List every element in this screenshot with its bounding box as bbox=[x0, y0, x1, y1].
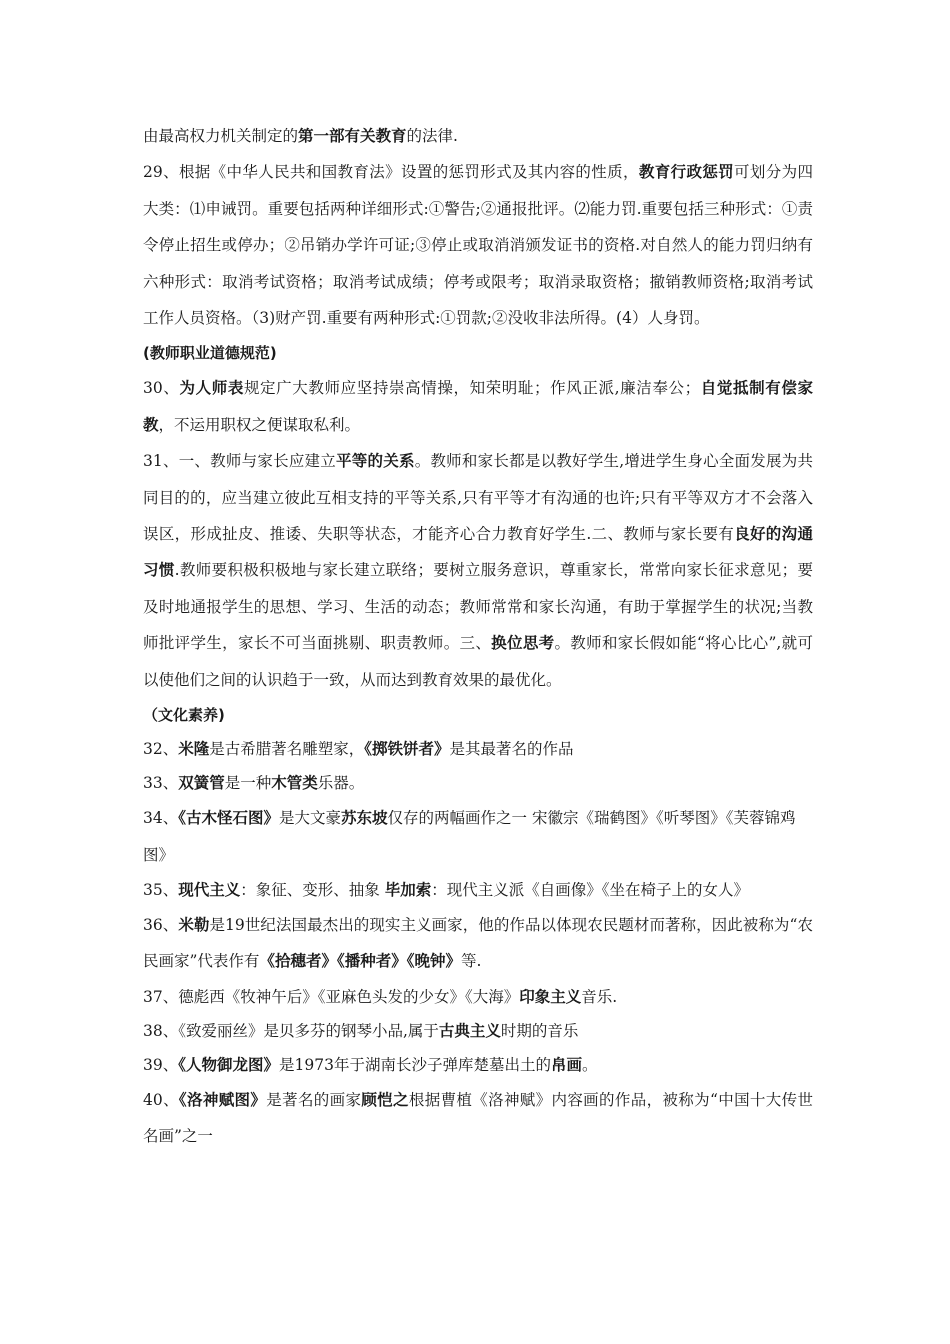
paragraph-intro bbox=[143, 118, 813, 154]
bold-term: 良好的沟通习惯 bbox=[143, 525, 813, 580]
text-run: 规定广大教师应坚持崇高情操，知荣明耻；作风正派,廉洁奉公； bbox=[243, 379, 701, 398]
text-run: 是著名的画家 bbox=[266, 1090, 362, 1109]
bold-term: 帛画 bbox=[550, 1055, 582, 1074]
paragraph-37 bbox=[143, 980, 813, 1014]
text-run: ：象征、变形、抽象 bbox=[240, 880, 385, 899]
text-run: 由最高权力机关制定的 bbox=[143, 127, 299, 145]
text-run: 乐器。 bbox=[317, 774, 365, 793]
bold-term: 《古木怪石图》 bbox=[178, 809, 279, 828]
bold-term: 《人物御龙图》 bbox=[178, 1055, 279, 1074]
bold-term: (教师职业道德规范) bbox=[143, 344, 277, 363]
text-run: 30、 bbox=[143, 379, 180, 398]
bold-term: 教育行政惩罚 bbox=[638, 163, 735, 182]
text-run: ：现代主义派《自画像》《坐在椅子上的女人》 bbox=[431, 880, 749, 899]
paragraph-29 bbox=[143, 154, 813, 336]
bold-term: 《拾穗者》《播种者》《晚钟》 bbox=[259, 952, 461, 971]
text-run: 时期的音乐 bbox=[500, 1021, 579, 1040]
text-run: 是19世纪法国最杰出的现实主义画家，他的作品以体现农民题材而著称，因此被称为“农民画家”代表作有 bbox=[143, 915, 813, 971]
paragraph-32 bbox=[143, 732, 813, 766]
text-run: 仅存的两幅画作之一 宋徽宗《瑞鹤图》《听琴图》《芙蓉锦鸡图》 bbox=[143, 809, 796, 864]
paragraph-38 bbox=[143, 1014, 813, 1048]
text-run: 。教师和家长假如能“将心比心”,就可以使他们之间的认识趋于一致，从而达到教育效果的最优化。 bbox=[143, 634, 813, 689]
text-run: 40、 bbox=[143, 1090, 179, 1109]
bold-term: 《洛神赋图》 bbox=[178, 1090, 267, 1109]
bold-term: 自觉抵制有偿家教 bbox=[143, 379, 813, 434]
text-run: 是一种 bbox=[224, 774, 272, 793]
bold-term: 《掷铁饼者》 bbox=[364, 740, 450, 759]
text-run: 38、《致爱丽丝》是贝多芬的钢琴小品,属于 bbox=[143, 1021, 439, 1040]
bold-term: 顾恺之 bbox=[361, 1090, 409, 1109]
text-run: ，不运用职权之便谋取私利。 bbox=[158, 415, 361, 434]
text-run: 。 bbox=[581, 1055, 598, 1074]
paragraph-33 bbox=[143, 766, 813, 800]
text-run: 37、德彪西《牧神午后》《亚麻色头发的少女》《大海》 bbox=[143, 987, 520, 1006]
section-heading-teacher-ethics bbox=[143, 336, 813, 370]
text-run: 31、一、教师与家长应建立 bbox=[143, 452, 337, 471]
text-run: 39、 bbox=[143, 1055, 179, 1074]
bold-term: （文化素养) bbox=[143, 706, 225, 725]
document-page bbox=[143, 118, 813, 1155]
text-run: 35、 bbox=[143, 880, 179, 899]
bold-term: 现代主义 bbox=[178, 880, 241, 899]
text-run: 29、根据《中华人民共和国教育法》设置的惩罚形式及其内容的性质， bbox=[143, 163, 639, 182]
paragraph-34 bbox=[143, 800, 813, 873]
text-run: 是其最著名的作品 bbox=[449, 740, 574, 759]
bold-term: 苏东坡 bbox=[341, 809, 388, 828]
bold-term: 双簧管 bbox=[178, 774, 225, 793]
paragraph-36 bbox=[143, 907, 813, 980]
text-run: 是大文豪 bbox=[279, 809, 342, 828]
text-run: 根据曹植《洛神赋》内容画的作品，被称为“中国十大传世名画”之一 bbox=[143, 1090, 813, 1146]
text-run: 等. bbox=[460, 952, 482, 971]
text-run: 32、 bbox=[143, 740, 179, 759]
bold-term: 古典主义 bbox=[438, 1021, 501, 1040]
text-run: 36、 bbox=[143, 915, 179, 934]
bold-term: 木管类 bbox=[271, 774, 318, 793]
text-run: 34、 bbox=[143, 809, 179, 828]
text-run: 音乐. bbox=[581, 987, 618, 1006]
bold-term: 毕加索 bbox=[384, 880, 432, 899]
paragraph-39 bbox=[143, 1048, 813, 1082]
text-run: 的法律. bbox=[406, 127, 458, 145]
paragraph-31 bbox=[143, 443, 813, 698]
paragraph-40 bbox=[143, 1082, 813, 1155]
text-run: 可划分为四大类：⑴申诫罚。重要包括两种详细形式:①警告;②通报批评。⑵能力罚.重要包括三种形式：①责令停止招生或停办；②吊销办学许可证;③停止或取消消颁发证书的资格.对自然人的能力罚归纳有六种形式：取消考试资格；取消考试成绩；停考或限考；取消录取资格；撤销教师资格;取消考试工作人员资格。（3)财产罚.重要有两种形式:①罚款;②没收非法所得。(4）人身罚。 bbox=[143, 163, 813, 328]
bold-term: 印象主义 bbox=[519, 987, 582, 1006]
bold-term: 换位思考 bbox=[491, 634, 555, 653]
paragraph-30 bbox=[143, 370, 813, 443]
bold-term: 为人师表 bbox=[179, 379, 244, 398]
text-run: 是1973年于湖南长沙子弹库楚墓出土的 bbox=[279, 1055, 551, 1074]
bold-term: 平等的关系 bbox=[336, 452, 415, 471]
section-heading-culture bbox=[143, 698, 813, 732]
text-run: 。教师和家长都是以教好学生,增进学生身心全面发展为共同目的的，应当建立彼此互相支持的平等关系,只有平等才有沟通的也许;只有平等双方才不会落入误区，形成扯皮、推诿、失职等状态，才能齐心合力教育好学生.二、教师与家长要有 bbox=[143, 452, 813, 544]
bold-term: 第一部有关教育 bbox=[298, 127, 407, 145]
text-run: 是古希腊著名雕塑家， bbox=[209, 740, 365, 759]
paragraph-35 bbox=[143, 873, 813, 907]
bold-term: 米隆 bbox=[178, 740, 210, 759]
bold-term: 米勒 bbox=[178, 915, 210, 934]
text-run: 33、 bbox=[143, 774, 179, 793]
text-run: .教师要积极积极地与家长建立联络；要树立服务意识，尊重家长，常常向家长征求意见；要及时地通报学生的思想、学习、生活的动态；教师常常和家长沟通，有助于掌握学生的状况;当教师批评学生，家长不可当面挑剔、职责教师。三、 bbox=[143, 561, 813, 653]
